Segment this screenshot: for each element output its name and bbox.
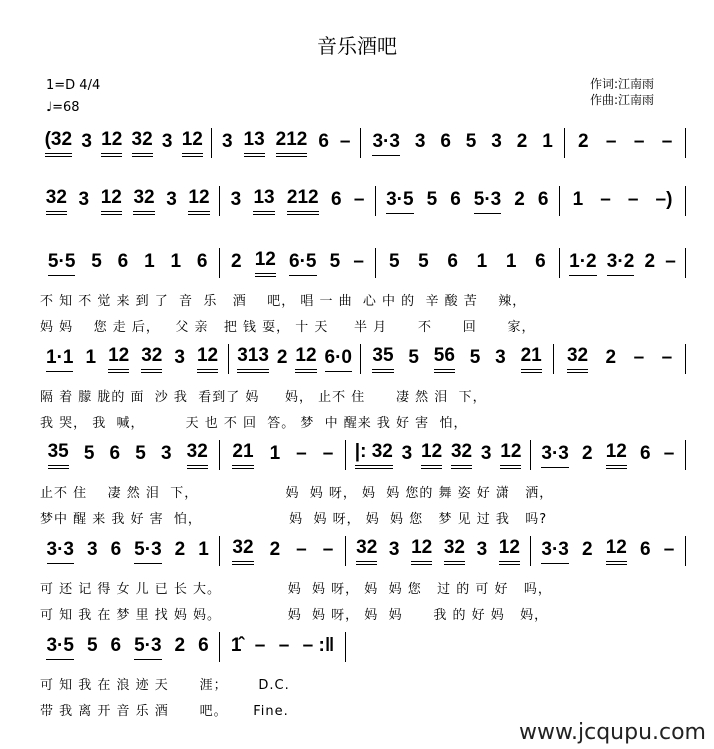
measure xyxy=(531,440,686,470)
note: 2 xyxy=(644,251,656,272)
note: 12 xyxy=(606,537,627,565)
note: – xyxy=(633,347,645,368)
notation-line xyxy=(36,248,686,278)
note: – xyxy=(296,443,307,464)
measure xyxy=(36,536,220,566)
lyric-line: 带 我 离 开 音 乐 酒 吧。 Fine. xyxy=(40,704,289,719)
notation-line xyxy=(36,632,346,662)
note: – xyxy=(296,539,307,560)
notation-line xyxy=(36,186,686,216)
credits xyxy=(590,76,654,108)
note: 2 xyxy=(269,539,281,560)
note: 3 xyxy=(414,131,426,152)
note: 5 xyxy=(469,347,481,368)
note: 5·3 xyxy=(474,189,501,214)
note: 3 xyxy=(161,131,173,152)
note: – xyxy=(663,539,675,560)
note: |: 32 xyxy=(355,441,393,469)
measure xyxy=(220,186,375,216)
note: 3·3 xyxy=(47,539,74,564)
lyric-line: 梦中 醒 来 我 好 害 怕， 妈 妈 呀， 妈 妈 您 梦 见 过 我 吗? xyxy=(40,512,548,527)
note: 2 xyxy=(516,131,528,152)
note: 1 xyxy=(505,251,517,272)
note: – xyxy=(663,443,675,464)
note: 3 xyxy=(491,131,502,152)
note: 5·3 xyxy=(134,635,161,660)
note: 3 xyxy=(174,347,185,368)
note: 3 xyxy=(401,443,413,464)
lyric-line: 可 知 我 在 浪 迹 天 涯； D.C. xyxy=(40,678,290,693)
note: – xyxy=(665,251,676,272)
note: 12 xyxy=(188,187,209,215)
watermark: www.jcqupu.com xyxy=(519,720,706,745)
note: 1·1 xyxy=(46,347,73,372)
note: 1 xyxy=(85,347,97,368)
measure xyxy=(36,344,229,374)
note: 56 xyxy=(434,345,455,373)
note: 1 xyxy=(476,251,488,272)
note: 2 xyxy=(174,539,186,560)
note: 5 xyxy=(83,443,95,464)
note: 212 xyxy=(287,187,319,215)
note: 3·5 xyxy=(386,189,413,214)
note: 12 xyxy=(500,441,521,469)
note: 1 xyxy=(144,251,155,272)
note: 3 xyxy=(230,189,242,210)
note: 5·5 xyxy=(48,251,75,276)
measure xyxy=(361,128,565,158)
note: 5 xyxy=(86,635,98,656)
song-title: 音乐酒吧 xyxy=(317,34,397,58)
notation-line xyxy=(36,440,686,470)
note: 6 xyxy=(318,131,329,152)
note: 1̂ xyxy=(230,635,242,656)
note: 3 xyxy=(388,539,400,560)
note: 3 xyxy=(86,539,98,560)
note: – xyxy=(605,131,617,152)
note: 6·0 xyxy=(325,347,352,372)
measure xyxy=(36,440,220,470)
measure xyxy=(36,186,220,216)
measure xyxy=(220,440,346,470)
note: 32 xyxy=(187,441,208,469)
note: 35 xyxy=(48,441,69,469)
note: – xyxy=(661,131,673,152)
note: 3 xyxy=(495,347,506,368)
note: (32 xyxy=(45,129,72,157)
tempo-marking: ♩=68 xyxy=(46,100,80,115)
measure xyxy=(361,344,554,374)
measure xyxy=(531,536,686,566)
note: – xyxy=(633,131,645,152)
measure xyxy=(376,248,560,278)
note: 2 xyxy=(231,251,242,272)
note: 12 xyxy=(108,345,129,373)
note: 5 xyxy=(426,189,438,210)
lyric-line: 妈 妈 您 走 后， 父 亲 把 钱 耍， 十 天 半 月 不 回 家， xyxy=(40,320,536,335)
note: 5·3 xyxy=(134,539,161,564)
note: 6 xyxy=(110,635,122,656)
note: 3 xyxy=(160,443,172,464)
note: 5 xyxy=(91,251,102,272)
measure xyxy=(212,128,361,158)
note: 12 xyxy=(197,345,218,373)
note: 212 xyxy=(276,129,308,157)
note: – xyxy=(339,131,351,152)
note: 5 xyxy=(465,131,477,152)
note: 6 xyxy=(640,539,651,560)
note: 32 xyxy=(444,537,465,565)
note: 5 xyxy=(408,347,419,368)
note: 21 xyxy=(521,345,542,373)
note: 35 xyxy=(372,345,393,373)
note: 12 xyxy=(421,441,442,469)
measure xyxy=(346,536,530,566)
note: – xyxy=(278,635,290,656)
note: 6 xyxy=(450,189,461,210)
note: 6 xyxy=(110,539,122,560)
lyricist: 作词:江南雨 xyxy=(590,77,655,91)
note: – xyxy=(600,189,611,210)
note: 2 xyxy=(174,635,186,656)
key-signature: 1=D 4/4 xyxy=(46,78,101,93)
note: 12 xyxy=(182,129,203,157)
notation-line xyxy=(36,128,686,158)
note: 5 xyxy=(329,251,341,272)
note: 32 xyxy=(141,345,162,373)
measure xyxy=(346,440,530,470)
note: 6·5 xyxy=(289,251,316,276)
note: 32 xyxy=(132,129,153,157)
note: 6 xyxy=(198,635,209,656)
measure xyxy=(36,632,220,662)
note: 13 xyxy=(244,129,265,157)
composer: 作曲:江南雨 xyxy=(590,93,655,107)
note: 6 xyxy=(640,443,651,464)
measure xyxy=(36,248,220,278)
note: 32 xyxy=(356,537,377,565)
note: 2 xyxy=(514,189,525,210)
note: 6 xyxy=(330,189,342,210)
note: – xyxy=(661,347,673,368)
note: 3·3 xyxy=(541,539,568,564)
note: 6 xyxy=(196,251,208,272)
measure xyxy=(554,344,686,374)
note: – xyxy=(353,251,364,272)
note: 5 xyxy=(135,443,146,464)
note: 1 xyxy=(198,539,209,560)
note: 313 xyxy=(237,345,269,373)
note: 1 xyxy=(269,443,281,464)
note: 6 xyxy=(447,251,458,272)
note: – xyxy=(627,189,639,210)
note: – xyxy=(322,443,334,464)
note: 6 xyxy=(535,251,546,272)
note: 32 xyxy=(133,187,154,215)
note: – xyxy=(254,635,266,656)
note: 12 xyxy=(411,537,432,565)
note: 2 xyxy=(582,443,593,464)
lyric-line: 隔 着 朦 胧的 面 沙 我 看到了 妈 妈， 止不 住 凄 然 泪 下， xyxy=(40,390,487,405)
note: 6 xyxy=(117,251,129,272)
lyric-line: 止不 住 凄 然 泪 下， 妈 妈 呀， 妈 妈 您的 舞 姿 好 潇 洒， xyxy=(40,486,554,501)
measure xyxy=(220,248,375,278)
note: 12 xyxy=(101,187,122,215)
note: 3 xyxy=(78,189,90,210)
note: 6 xyxy=(109,443,121,464)
lyric-line: 可 知 我 在 梦 里 找 妈 妈。 妈 妈 呀， 妈 妈 我 的 好 妈 妈， xyxy=(40,608,549,623)
note: 1 xyxy=(572,189,584,210)
measure xyxy=(560,248,686,278)
note: 2 xyxy=(578,131,589,152)
note: 12 xyxy=(101,129,122,157)
note: 6 xyxy=(537,189,549,210)
note: –) xyxy=(655,189,673,210)
note: 1·2 xyxy=(569,251,596,276)
measure xyxy=(565,128,686,158)
note: 2 xyxy=(276,347,288,368)
note: 2 xyxy=(582,539,593,560)
note: 5 xyxy=(418,251,429,272)
note: 21 xyxy=(232,441,253,469)
note: 12 xyxy=(499,537,520,565)
note: 12 xyxy=(295,345,316,373)
note: 32 xyxy=(46,187,67,215)
measure xyxy=(220,632,346,662)
note: 3·2 xyxy=(607,251,634,276)
note: 12 xyxy=(255,249,276,277)
note: 3 xyxy=(476,539,488,560)
note: 5 xyxy=(388,251,400,272)
note: 12 xyxy=(606,441,627,469)
note: 32 xyxy=(451,441,472,469)
note: 13 xyxy=(253,187,274,215)
note: – xyxy=(322,539,334,560)
note: 1 xyxy=(170,251,182,272)
lyric-line: 不 知 不 觉 来 到 了 音 乐 酒 吧， 唱 一 曲 心 中 的 辛 酸 苦 辣， xyxy=(40,294,527,309)
measure xyxy=(229,344,361,374)
note: 6 xyxy=(440,131,451,152)
note: 3·3 xyxy=(372,131,399,156)
note: 3·5 xyxy=(46,635,73,660)
note: 3 xyxy=(166,189,177,210)
note: 3 xyxy=(81,131,92,152)
measure xyxy=(220,536,346,566)
measure xyxy=(560,186,686,216)
note: – xyxy=(353,189,365,210)
notation-line xyxy=(36,344,686,374)
note: 32 xyxy=(567,345,588,373)
note: 3 xyxy=(221,131,233,152)
note: 32 xyxy=(232,537,253,565)
note: – :‖ xyxy=(302,635,335,656)
note: 2 xyxy=(605,347,617,368)
measure xyxy=(36,128,212,158)
lyric-line: 可 还 记 得 女 儿 已 长 大。 妈 妈 呀， 妈 妈 您 过 的 可 好 吗， xyxy=(40,582,552,597)
lyric-line: 我 哭， 我 喊， 天 也 不 回 答。 梦 中 醒来 我 好 害 怕， xyxy=(40,416,468,431)
note: 3 xyxy=(480,443,492,464)
measure xyxy=(376,186,560,216)
note: 3·3 xyxy=(541,443,568,468)
notation-line xyxy=(36,536,686,566)
note: 1 xyxy=(542,131,553,152)
